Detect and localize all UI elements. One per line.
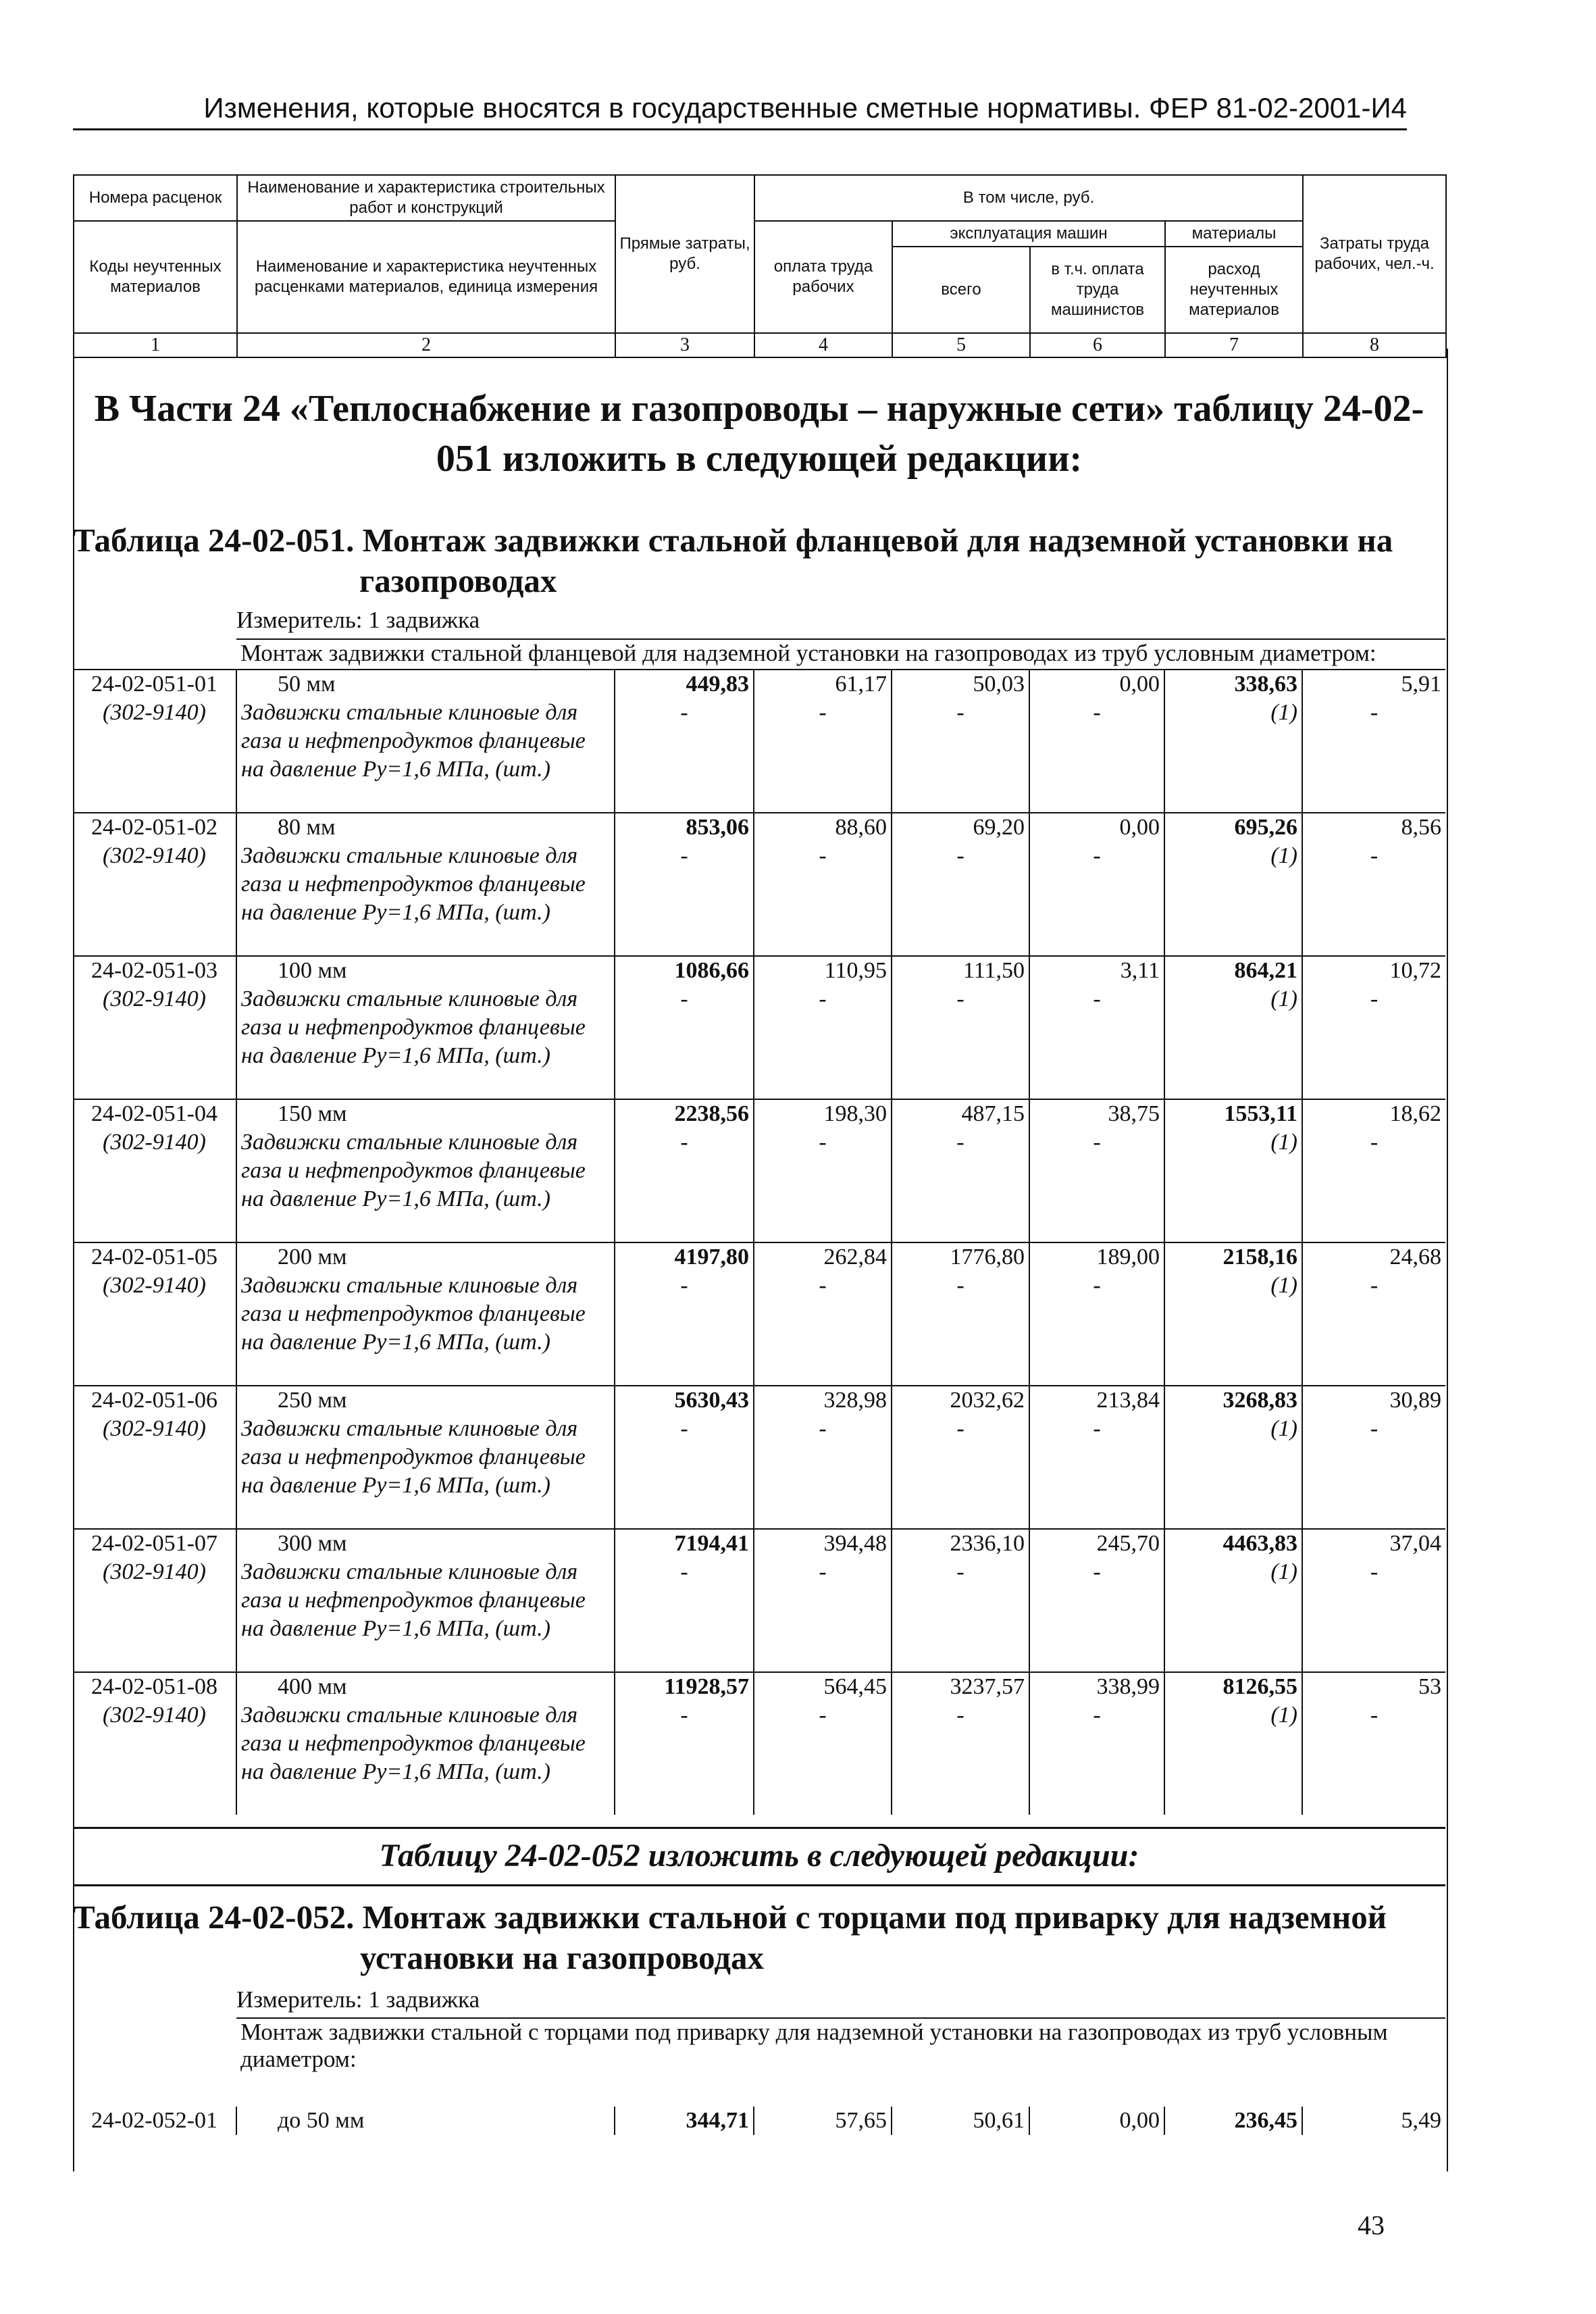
hdr-codes-top: Номера расценок	[74, 175, 237, 221]
row-labor-pay: 328,98	[754, 1386, 892, 1415]
table1-meter: Измеритель: 1 задвижка	[236, 607, 480, 633]
table2-title-line-a: Таблица 24-02-052. Монтаж задвижки стальной с торцами под приварку для надземной	[73, 1898, 1387, 1936]
row-labor: 10,72	[1302, 956, 1445, 985]
hdr-machines-total: всего	[892, 247, 1030, 333]
table-row-material	[73, 1558, 1445, 1672]
row-dash: -	[892, 1128, 1029, 1242]
row-material-code: (302-9140)	[103, 700, 206, 725]
row-dash: -	[1302, 842, 1445, 956]
table1-title-line-b: газопроводах	[359, 562, 557, 599]
row-direct: 11928,57	[615, 1672, 754, 1701]
row-direct: 7194,41	[615, 1529, 754, 1558]
hdr-direct: Прямые затраты, руб.	[615, 175, 754, 333]
row-dash: -	[754, 699, 892, 813]
row-code: 24-02-052-01	[91, 2108, 217, 2133]
row-labor: 18,62	[1302, 1099, 1445, 1128]
row-size: 400 мм	[236, 1672, 615, 1701]
hdr-name-top: Наименование и характеристика строительных работ и конструкций	[237, 175, 615, 221]
row-material-code: (302-9140)	[103, 1559, 206, 1584]
table-row-material	[73, 985, 1445, 1099]
row-material-desc: Задвижки стальные клиновые для газа и нефтепродуктов фланцевые на давление Ру=1,6 МПа, (шт.)	[236, 1701, 615, 1815]
hdr-materials-cons: расход неучтенных материалов	[1165, 247, 1303, 333]
row-material-code: (302-9140)	[103, 1416, 206, 1441]
table2-title-line-b: установки на газопроводах	[360, 1939, 765, 1976]
table-row	[73, 670, 1445, 699]
row-labor: 37,04	[1302, 1529, 1445, 1558]
row-labor-pay: 394,48	[754, 1529, 892, 1558]
row-dash: -	[754, 1415, 892, 1529]
row-dash: -	[754, 985, 892, 1099]
row-dash: -	[892, 842, 1029, 956]
hdr-num-6: 6	[1030, 333, 1165, 357]
row-direct: 5630,43	[615, 1386, 754, 1415]
table-row	[73, 1529, 1445, 1558]
table-row	[73, 2107, 1445, 2135]
row-qty: (1)	[1164, 1558, 1302, 1672]
row-labor-pay: 564,45	[754, 1672, 892, 1701]
row-dash: -	[1029, 1272, 1164, 1386]
row-size: 250 мм	[236, 1386, 615, 1415]
row-size: 300 мм	[236, 1529, 615, 1558]
table-row	[73, 1242, 1445, 1272]
table2-body	[73, 2107, 1445, 2135]
row-dash: -	[1302, 1558, 1445, 1672]
row-code: 24-02-051-06	[73, 1386, 236, 1415]
next-table-note: Таблицу 24-02-052 изложить в следующей редакции:	[73, 1827, 1445, 1886]
row-labor: 24,68	[1302, 1242, 1445, 1272]
row-machines-total: 69,20	[892, 813, 1029, 842]
row-size: до 50 мм	[236, 2107, 615, 2135]
row-dash: -	[1029, 1558, 1164, 1672]
row-dash: -	[1029, 842, 1164, 956]
row-dash: -	[615, 1272, 754, 1386]
row-material-code: (302-9140)	[103, 1130, 206, 1155]
row-machines-total: 1776,80	[892, 1242, 1029, 1272]
hdr-labor: Затраты труда рабочих, чел.-ч.	[1303, 175, 1446, 333]
row-labor: 5,49	[1302, 2107, 1445, 2135]
table-row-material	[73, 1701, 1445, 1815]
table-row	[73, 956, 1445, 985]
table-row	[73, 1386, 1445, 1415]
row-dash: -	[1302, 699, 1445, 813]
row-material-desc: Задвижки стальные клиновые для газа и нефтепродуктов фланцевые на давление Ру=1,6 МПа, (шт.)	[236, 699, 615, 813]
row-direct: 2238,56	[615, 1099, 754, 1128]
row-direct: 344,71	[615, 2107, 754, 2135]
row-dash: -	[615, 1701, 754, 1815]
row-material-desc: Задвижки стальные клиновые для газа и нефтепродуктов фланцевые на давление Ру=1,6 МПа, (шт.)	[236, 1558, 615, 1672]
row-labor-pay: 198,30	[754, 1099, 892, 1128]
row-qty: (1)	[1164, 985, 1302, 1099]
hdr-materials: материалы	[1165, 221, 1303, 247]
hdr-name-bottom: Наименование и характеристика неучтенных расценками материалов, единица измерения	[237, 221, 615, 333]
row-machines-total: 50,61	[892, 2107, 1029, 2135]
row-machines-incl: 189,00	[1029, 1242, 1164, 1272]
table2-title	[73, 1897, 1387, 1978]
row-machines-incl: 38,75	[1029, 1099, 1164, 1128]
table2-description: Монтаж задвижки стальной с торцами под приварку для надземной установки на газопроводах из труб условным диаметром:	[236, 2017, 1445, 2073]
row-size: 100 мм	[236, 956, 615, 985]
row-materials: 236,45	[1164, 2107, 1302, 2135]
row-materials: 695,26	[1164, 813, 1302, 842]
row-material-code: (302-9140)	[103, 986, 206, 1011]
hdr-num-3: 3	[615, 333, 754, 357]
row-material-code: (302-9140)	[103, 1703, 206, 1728]
section-heading: В Части 24 «Теплоснабжение и газопроводы – наружные сети» таблицу 24-02-051 изложить в следующей редакции:	[94, 388, 1424, 480]
row-dash: -	[892, 985, 1029, 1099]
row-materials: 4463,83	[1164, 1529, 1302, 1558]
row-labor: 8,56	[1302, 813, 1445, 842]
hdr-num-1: 1	[74, 333, 237, 357]
hdr-num-2: 2	[237, 333, 615, 357]
row-machines-incl: 338,99	[1029, 1672, 1164, 1701]
row-dash: -	[892, 699, 1029, 813]
row-material-desc: Задвижки стальные клиновые для газа и нефтепродуктов фланцевые на давление Ру=1,6 МПа, (шт.)	[236, 842, 615, 956]
table-row-material	[73, 699, 1445, 813]
row-code: 24-02-051-03	[73, 956, 236, 985]
row-code: 24-02-051-04	[73, 1099, 236, 1128]
row-dash: -	[1029, 1701, 1164, 1815]
row-dash: -	[754, 1128, 892, 1242]
row-dash: -	[1302, 985, 1445, 1099]
row-dash: -	[1029, 1128, 1164, 1242]
row-labor: 5,91	[1302, 670, 1445, 699]
row-labor: 30,89	[1302, 1386, 1445, 1415]
row-machines-incl: 0,00	[1029, 813, 1164, 842]
row-qty: (1)	[1164, 1272, 1302, 1386]
row-materials: 864,21	[1164, 956, 1302, 985]
row-dash: -	[1302, 1272, 1445, 1386]
row-dash: -	[1302, 1128, 1445, 1242]
header-rule	[73, 128, 1407, 130]
row-qty: (1)	[1164, 842, 1302, 956]
hdr-num-5: 5	[892, 333, 1030, 357]
table1-body	[73, 669, 1445, 1815]
row-machines-incl: 0,00	[1029, 670, 1164, 699]
row-machines-incl: 213,84	[1029, 1386, 1164, 1415]
row-dash: -	[1302, 1415, 1445, 1529]
table-row-material	[73, 1272, 1445, 1386]
row-machines-total: 50,03	[892, 670, 1029, 699]
row-dash: -	[754, 1701, 892, 1815]
hdr-machines: эксплуатация машин	[892, 221, 1165, 247]
row-size: 150 мм	[236, 1099, 615, 1128]
row-dash: -	[754, 1272, 892, 1386]
row-machines-incl: 245,70	[1029, 1529, 1164, 1558]
row-labor-pay: 262,84	[754, 1242, 892, 1272]
table-row	[73, 1099, 1445, 1128]
row-dash: -	[1029, 1415, 1164, 1529]
row-dash: -	[892, 1701, 1029, 1815]
row-dash: -	[615, 1415, 754, 1529]
row-material-desc: Задвижки стальные клиновые для газа и нефтепродуктов фланцевые на давление Ру=1,6 МПа, (шт.)	[236, 985, 615, 1099]
hdr-incl: В том числе, руб.	[754, 175, 1303, 221]
hdr-codes-bottom: Коды неучтенных материалов	[74, 221, 237, 333]
row-dash: -	[615, 985, 754, 1099]
table-row-material	[73, 842, 1445, 956]
row-qty: (1)	[1164, 699, 1302, 813]
hdr-labor-pay: оплата труда рабочих	[754, 221, 892, 333]
row-qty: (1)	[1164, 1128, 1302, 1242]
page-number: 43	[1358, 2210, 1385, 2240]
table-row	[73, 813, 1445, 842]
table-row-material	[73, 1128, 1445, 1242]
row-dash: -	[615, 842, 754, 956]
hdr-num-7: 7	[1165, 333, 1303, 357]
column-header-table	[73, 174, 1447, 358]
row-code: 24-02-051-01	[73, 670, 236, 699]
row-direct: 4197,80	[615, 1242, 754, 1272]
row-dash: -	[892, 1272, 1029, 1386]
row-dash: -	[892, 1558, 1029, 1672]
row-direct: 1086,66	[615, 956, 754, 985]
row-dash: -	[615, 1558, 754, 1672]
row-dash: -	[1029, 985, 1164, 1099]
row-materials: 2158,16	[1164, 1242, 1302, 1272]
row-direct: 853,06	[615, 813, 754, 842]
row-material-desc: Задвижки стальные клиновые для газа и нефтепродуктов фланцевые на давление Ру=1,6 МПа, (шт.)	[236, 1272, 615, 1386]
row-qty: (1)	[1164, 1415, 1302, 1529]
row-machines-total: 2336,10	[892, 1529, 1029, 1558]
table-row-material	[73, 1415, 1445, 1529]
row-material-desc: Задвижки стальные клиновые для газа и нефтепродуктов фланцевые на давление Ру=1,6 МПа, (шт.)	[236, 1128, 615, 1242]
row-labor-pay: 110,95	[754, 956, 892, 985]
row-machines-total: 111,50	[892, 956, 1029, 985]
hdr-num-8: 8	[1303, 333, 1446, 357]
row-machines-total: 3237,57	[892, 1672, 1029, 1701]
table1-description: Монтаж задвижки стальной фланцевой для надземной установки на газопроводах из труб условным диаметром:	[236, 638, 1445, 667]
table1-title-line-a: Таблица 24-02-051. Монтаж задвижки стальной фланцевой для надземной установки на	[73, 522, 1393, 559]
row-dash: -	[754, 1558, 892, 1672]
row-size: 80 мм	[236, 813, 615, 842]
row-code: 24-02-051-05	[73, 1242, 236, 1272]
row-code: 24-02-051-02	[73, 813, 236, 842]
row-code: 24-02-051-07	[73, 1529, 236, 1558]
row-materials: 1553,11	[1164, 1099, 1302, 1128]
row-materials: 338,63	[1164, 670, 1302, 699]
table-row	[73, 1672, 1445, 1701]
row-material-code: (302-9140)	[103, 843, 206, 868]
row-labor-pay: 88,60	[754, 813, 892, 842]
hdr-num-4: 4	[754, 333, 892, 357]
row-labor: 53	[1302, 1672, 1445, 1701]
row-size: 50 мм	[236, 670, 615, 699]
table2-meter: Измеритель: 1 задвижка	[236, 1986, 480, 2013]
row-dash: -	[615, 1128, 754, 1242]
table1-title	[73, 520, 1393, 601]
row-machines-total: 487,15	[892, 1099, 1029, 1128]
row-dash: -	[892, 1415, 1029, 1529]
row-materials: 8126,55	[1164, 1672, 1302, 1701]
row-machines-incl: 0,00	[1029, 2107, 1164, 2135]
row-labor-pay: 61,17	[754, 670, 892, 699]
row-dash: -	[615, 699, 754, 813]
row-machines-total: 2032,62	[892, 1386, 1029, 1415]
row-labor-pay: 57,65	[754, 2107, 892, 2135]
row-machines-incl: 3,11	[1029, 956, 1164, 985]
row-dash: -	[1029, 699, 1164, 813]
row-qty: (1)	[1164, 1701, 1302, 1815]
row-material-desc: Задвижки стальные клиновые для газа и нефтепродуктов фланцевые на давление Ру=1,6 МПа, (шт.)	[236, 1415, 615, 1529]
row-code: 24-02-051-08	[73, 1672, 236, 1701]
row-direct: 449,83	[615, 670, 754, 699]
hdr-machines-incl: в т.ч. оплата труда машинистов	[1030, 247, 1165, 333]
running-title: Изменения, которые вносятся в государственные сметные нормативы. ФЕР 81-02-2001-И4	[203, 92, 1407, 124]
row-dash: -	[754, 842, 892, 956]
row-materials: 3268,83	[1164, 1386, 1302, 1415]
row-material-code: (302-9140)	[103, 1273, 206, 1298]
row-size: 200 мм	[236, 1242, 615, 1272]
row-dash: -	[1302, 1701, 1445, 1815]
